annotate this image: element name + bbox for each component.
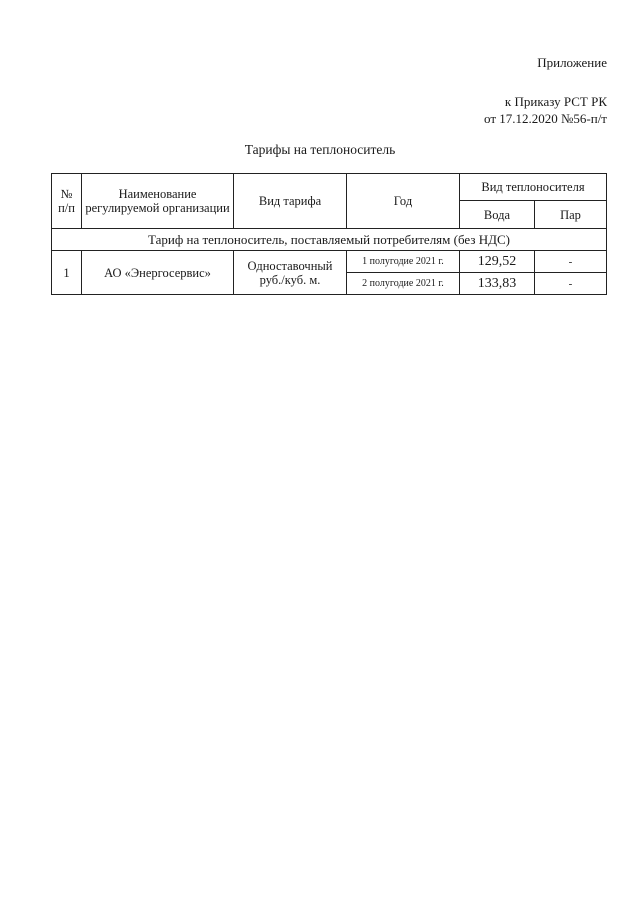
row-period-2: 2 полугодие 2021 г. — [347, 273, 460, 295]
order-reference-line-2: от 17.12.2020 №56-п/т — [484, 111, 607, 126]
header-year: Год — [347, 174, 460, 229]
section-title: Тариф на теплоноситель, поставляемый потребителям (без НДС) — [52, 229, 607, 251]
header-carrier-type: Вид теплоносителя — [460, 174, 607, 201]
row-period-1: 1 полугодие 2021 г. — [347, 251, 460, 273]
header-num: № п/п — [52, 174, 82, 229]
header-tariff-type: Вид тарифа — [234, 174, 347, 229]
document-title: Тарифы на теплоноситель — [244, 142, 396, 157]
table-row — [52, 251, 607, 273]
row-organization: АО «Энергосервис» — [82, 251, 234, 295]
row-period-1-steam: - — [535, 251, 607, 273]
row-period-2-steam: - — [535, 273, 607, 295]
tariff-table — [51, 173, 607, 295]
table-header-row — [52, 174, 607, 201]
row-num: 1 — [52, 251, 82, 295]
table-section-row — [52, 229, 607, 251]
order-reference-line-1: к Приказу РСТ РК — [504, 94, 607, 109]
row-tariff-type: Одноставочный руб./куб. м. — [234, 251, 347, 295]
appendix-label: Приложение — [537, 55, 607, 70]
row-period-1-water: 129,52 — [460, 251, 535, 273]
header-organization: Наименование регулируемой организации — [82, 174, 234, 229]
row-period-2-water: 133,83 — [460, 273, 535, 295]
header-steam: Пар — [535, 201, 607, 229]
order-reference — [484, 93, 607, 127]
header-water: Вода — [460, 201, 535, 229]
